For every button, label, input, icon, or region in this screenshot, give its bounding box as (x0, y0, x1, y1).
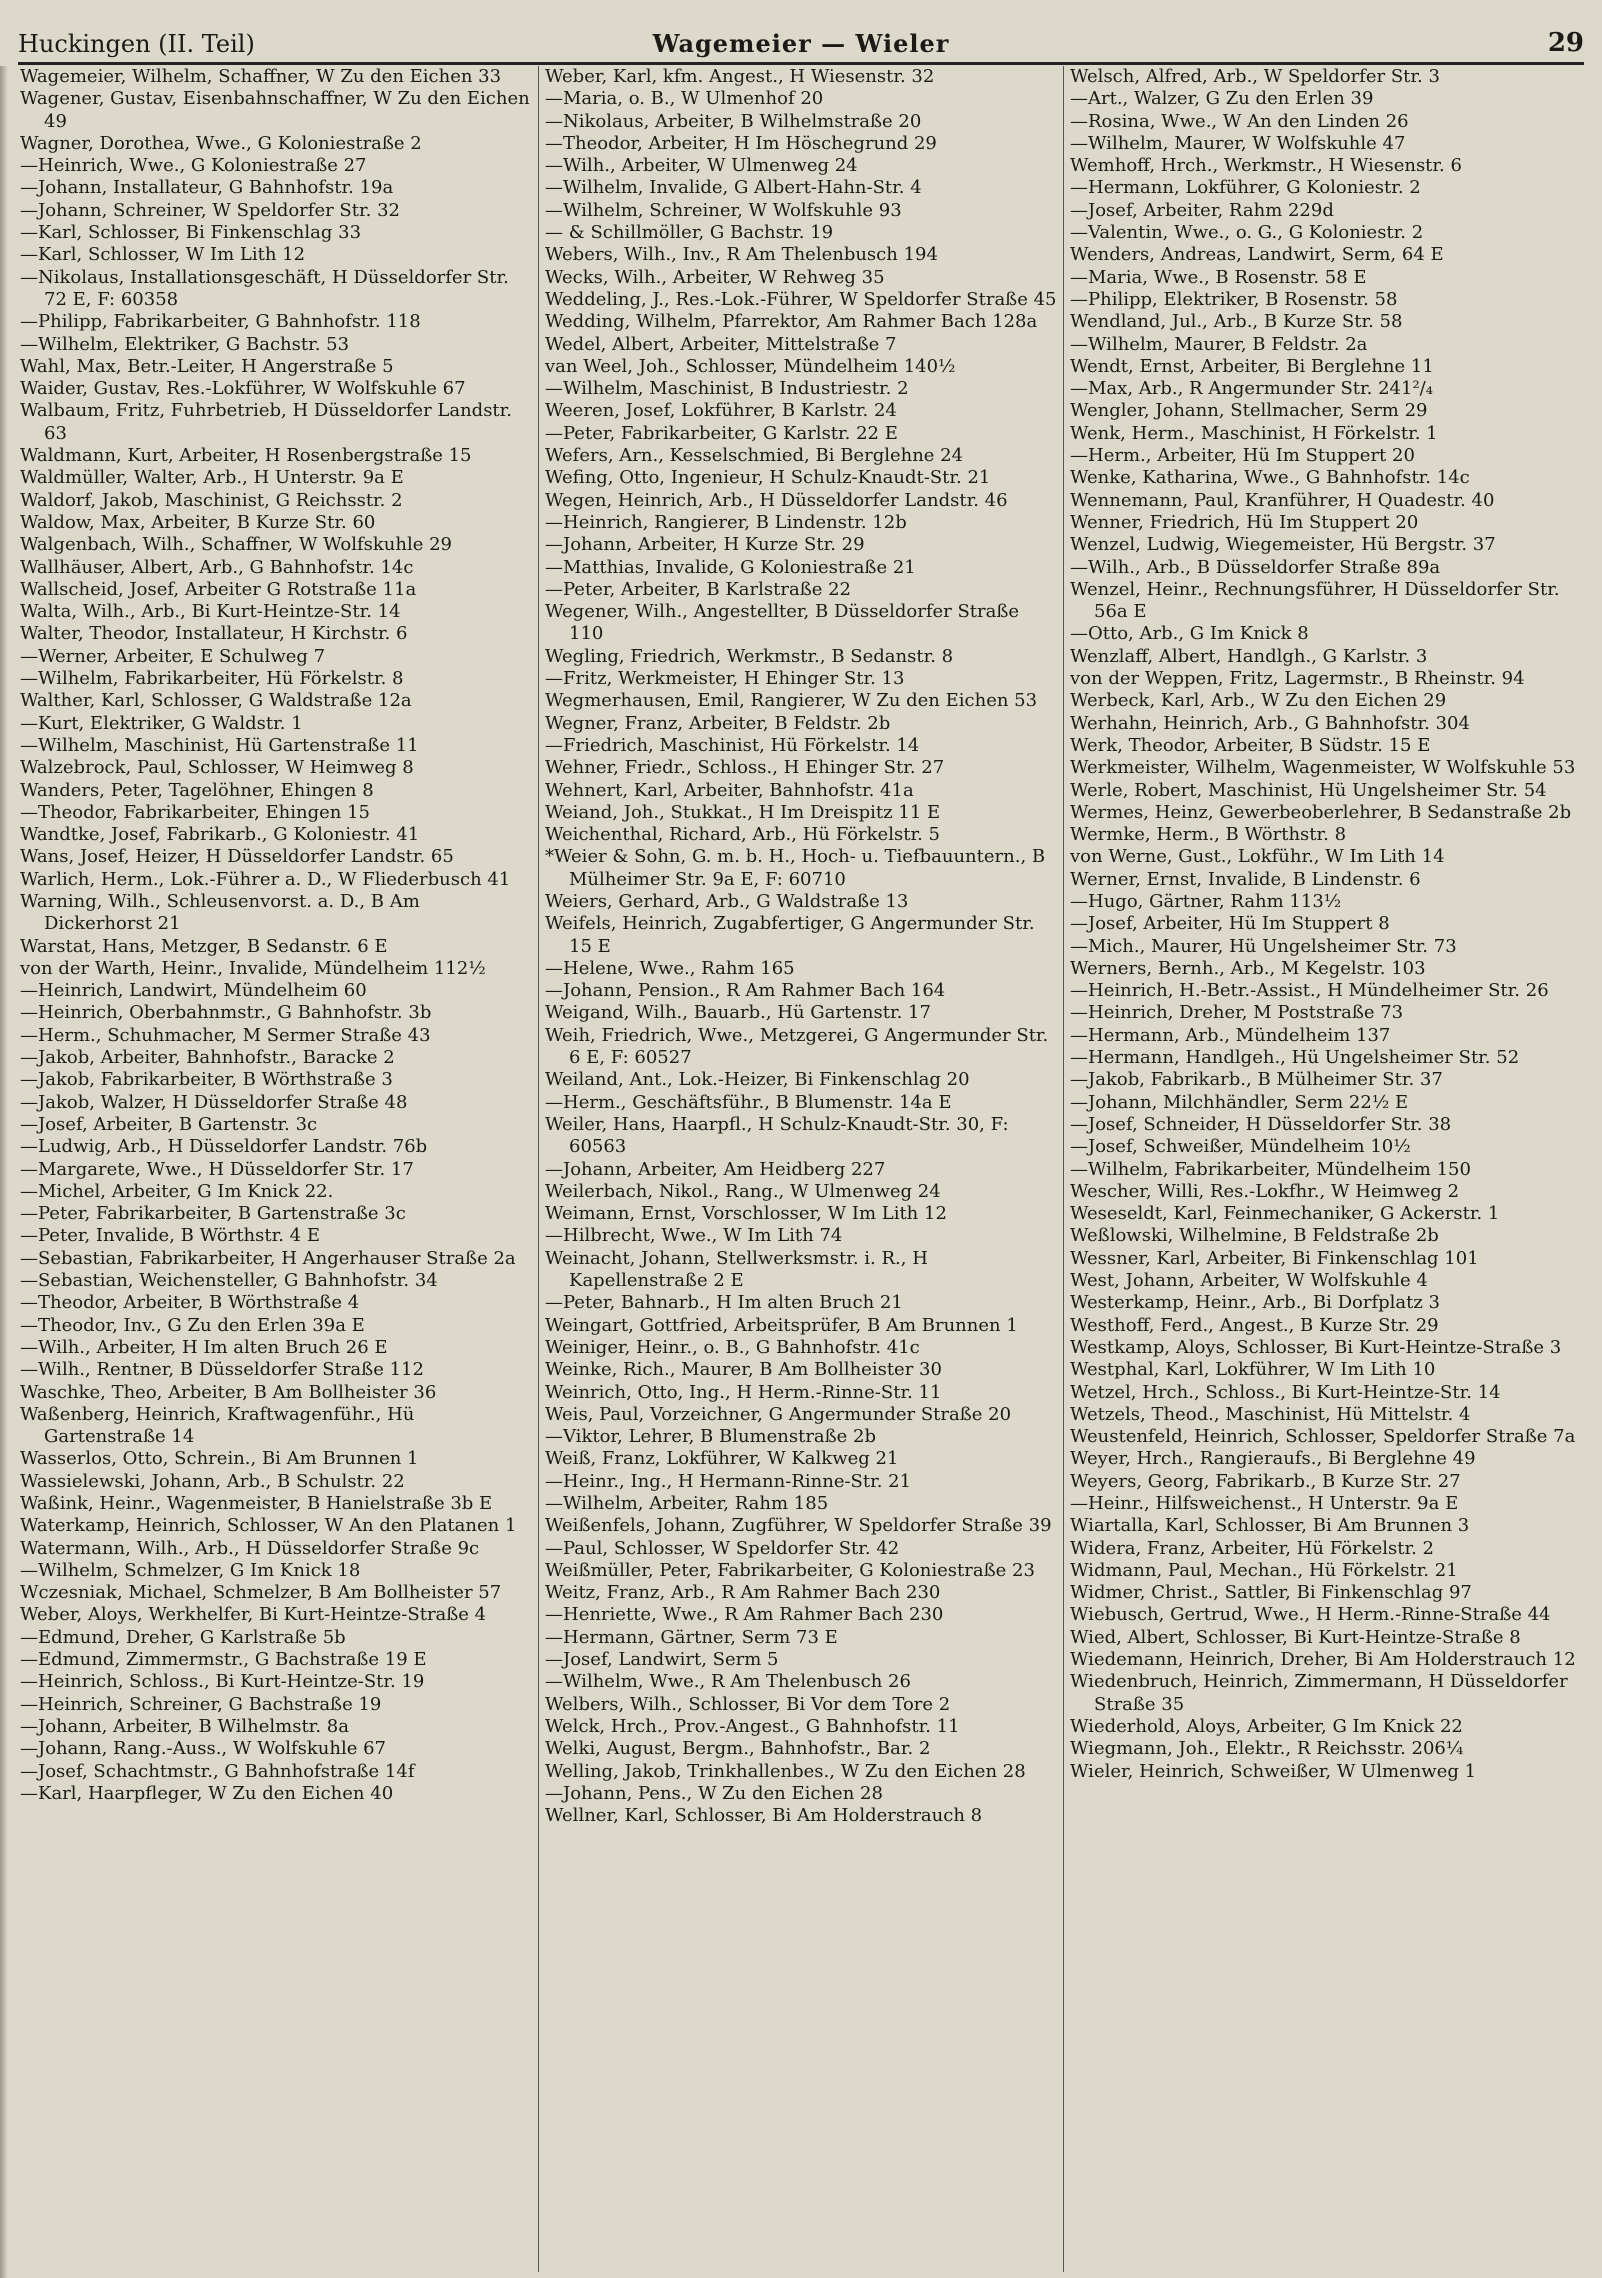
directory-entry: —Valentin, Wwe., o. G., G Koloniestr. 2 (1070, 222, 1424, 244)
directory-entry: —Hermann, Handlgeh., Hü Ungelsheimer Str. 52 (1070, 1047, 1520, 1069)
directory-entry: —Karl, Schlosser, W Im Lith 12 (20, 244, 306, 266)
directory-entry: —Heinrich, Oberbahnmstr., G Bahnhofstr. 3b (20, 1002, 432, 1024)
directory-entry: —Werner, Arbeiter, E Schulweg 7 (20, 645, 326, 667)
directory-entry: Weber, Karl, kfm. Angest., H Wiesenstr. 32 (545, 66, 935, 87)
directory-entry: Weiers, Gerhard, Arb., G Waldstraße 13 (545, 890, 909, 912)
directory-entry: von der Warth, Heinr., Invalide, Mündelheim 112½ (20, 957, 486, 979)
directory-entry: —Jakob, Fabrikarb., B Mülheimer Str. 37 (1070, 1069, 1443, 1091)
directory-entry: Wiartalla, Karl, Schlosser, Bi Am Brunnen 3 (1070, 1515, 1470, 1537)
directory-entry: Wemhoff, Hrch., Werkmstr., H Wiesenstr. 6 (1070, 155, 1462, 177)
name-range-title: Wagemeier — Wieler (652, 29, 950, 58)
directory-entry: Wans, Josef, Heizer, H Düsseldorfer Landstr. 65 (20, 846, 454, 868)
directory-entry: Wedel, Albert, Arbeiter, Mittelstraße 7 (545, 333, 897, 355)
directory-entry: Widmer, Christ., Sattler, Bi Finkenschlag 97 (1070, 1582, 1472, 1604)
directory-entry: —Philipp, Elektriker, B Rosenstr. 58 (1070, 288, 1398, 310)
directory-entry: Widera, Franz, Arbeiter, Hü Förkelstr. 2 (1070, 1537, 1434, 1559)
directory-entry: Welling, Jakob, Trinkhallenbes., W Zu den Eichen 28 (545, 1760, 1026, 1782)
directory-entry: —Wilhelm, Schreiner, W Wolfskuhle 93 (545, 199, 902, 221)
directory-entry: Waider, Gustav, Res.-Lokführer, W Wolfskuhle 67 (20, 378, 466, 400)
directory-entry: Wegling, Friedrich, Werkmstr., B Sedanstr. 8 (545, 645, 954, 667)
directory-entry: Wied, Albert, Schlosser, Bi Kurt-Heintze-Straße 8 (1070, 1626, 1521, 1648)
directory-entry: —Wilhelm, Fabrikarbeiter, Mündelheim 150 (1070, 1158, 1471, 1180)
directory-entry: Werbeck, Karl, Arb., W Zu den Eichen 29 (1070, 690, 1447, 712)
directory-entry: —Wilhelm, Invalide, G Albert-Hahn-Str. 4 (545, 177, 922, 199)
directory-entry: Weimann, Ernst, Vorschlosser, W Im Lith 12 (545, 1203, 947, 1225)
directory-entry: —Wilhelm, Maschinist, Hü Gartenstraße 11 (20, 734, 419, 756)
directory-entry: —Theodor, Fabrikarbeiter, Ehingen 15 (20, 801, 371, 823)
directory-entry: —Peter, Fabrikarbeiter, B Gartenstraße 3c (20, 1203, 406, 1225)
directory-entry: Waßink, Heinr., Wagenmeister, B Hanielstraße 3b E (20, 1493, 493, 1514)
directory-entry: Wenders, Andreas, Landwirt, Serm, 64 E (1070, 244, 1444, 266)
directory-entry: Wetzel, Hrch., Schloss., Bi Kurt-Heintze-Str. 14 (1070, 1381, 1501, 1403)
directory-entry: Weifels, Heinrich, Zugabfertiger, G Angermunder Str. 15 E (545, 913, 1035, 957)
directory-entry: —Edmund, Dreher, G Karlstraße 5b (20, 1626, 346, 1648)
directory-entry: Wegmerhausen, Emil, Rangierer, W Zu den Eichen 53 (545, 690, 1038, 712)
directory-entry: —Wilhelm, Wwe., R Am Thelenbusch 26 (545, 1671, 911, 1693)
directory-entry: —Hugo, Gärtner, Rahm 113½ (1070, 890, 1342, 912)
directory-entry: —Art., Walzer, G Zu den Erlen 39 (1070, 88, 1374, 110)
directory-entry: —Sebastian, Weichensteller, G Bahnhofstr. 34 (20, 1270, 438, 1292)
directory-entry: Weustenfeld, Heinrich, Schlosser, Speldorfer Straße 7a (1070, 1426, 1576, 1448)
directory-entry: Weinacht, Johann, Stellwerksmstr. i. R., H Kapellenstraße 2 E (545, 1247, 928, 1292)
directory-entry: Weßlowski, Wilhelmine, B Feldstraße 2b (1070, 1225, 1439, 1247)
directory-entry: Weis, Paul, Vorzeichner, G Angermunder Straße 20 (545, 1403, 1012, 1425)
directory-entry: —Wilh., Arb., B Düsseldorfer Straße 89a (1070, 556, 1441, 578)
directory-entry: Wagener, Gustav, Eisenbahnschaffner, W Zu den Eichen 49 (20, 88, 530, 132)
directory-entry: Wermke, Herm., B Wörthstr. 8 (1070, 824, 1347, 846)
directory-entry: —Wilhelm, Arbeiter, Rahm 185 (545, 1493, 829, 1514)
directory-entry: —Fritz, Werkmeister, H Ehinger Str. 13 (545, 668, 905, 690)
directory-entry: —Johann, Installateur, G Bahnhofstr. 19a (20, 177, 394, 199)
directory-entry: Westkamp, Aloys, Schlosser, Bi Kurt-Heintze-Straße 3 (1070, 1336, 1562, 1358)
directory-entry: Walbaum, Fritz, Fuhrbetrieb, H Düsseldorfer Landstr. 63 (20, 400, 513, 444)
directory-columns (14, 66, 1588, 2272)
directory-entry: Wendt, Ernst, Arbeiter, Bi Berglehne 11 (1070, 355, 1434, 377)
directory-entry: Wiegmann, Joh., Elektr., R Reichsstr. 206¼ (1070, 1738, 1464, 1760)
directory-entry: Webers, Wilh., Inv., R Am Thelenbusch 194 (545, 244, 938, 266)
directory-entry: —Wilh., Rentner, B Düsseldorfer Straße 112 (20, 1359, 424, 1381)
directory-entry: Wahl, Max, Betr.-Leiter, H Angerstraße 5 (20, 355, 394, 377)
directory-entry: —Heinrich, Schloss., Bi Kurt-Heintze-Str. 19 (20, 1671, 425, 1693)
directory-entry: Wassielewski, Johann, Arb., B Schulstr. 22 (20, 1470, 405, 1492)
column-3 (1063, 66, 1588, 2272)
directory-entry: Weiniger, Heinr., o. B., G Bahnhofstr. 41c (545, 1336, 920, 1358)
directory-entry: Waldmüller, Walter, Arb., H Unterstr. 9a E (20, 467, 404, 489)
directory-entry: —Wilhelm, Maschinist, B Industriestr. 2 (545, 378, 909, 400)
directory-entry: Wescher, Willi, Res.-Lokfhr., W Heimweg 2 (1070, 1180, 1460, 1202)
directory-entry: von der Weppen, Fritz, Lagermstr., B Rheinstr. 94 (1070, 668, 1525, 690)
directory-entry: —Friedrich, Maschinist, Hü Förkelstr. 14 (545, 734, 920, 756)
directory-entry: —Josef, Schweißer, Mündelheim 10½ (1070, 1136, 1411, 1158)
directory-entry: Weißenfels, Johann, Zugführer, W Speldorfer Straße 39 (545, 1515, 1052, 1537)
directory-entry: —Paul, Schlosser, W Speldorfer Str. 42 (545, 1537, 900, 1559)
directory-entry: Waldorf, Jakob, Maschinist, G Reichsstr. 2 (20, 489, 403, 511)
directory-entry: —Max, Arb., R Angermunder Str. 241²/₄ (1070, 378, 1433, 400)
directory-entry: Welki, August, Bergm., Bahnhofstr., Bar. 2 (545, 1738, 931, 1760)
directory-entry: Walter, Theodor, Installateur, H Kirchstr. 6 (20, 623, 408, 645)
directory-entry: —Sebastian, Fabrikarbeiter, H Angerhauser Straße 2a (20, 1247, 516, 1269)
directory-entry: Wieler, Heinrich, Schweißer, W Ulmenweg 1 (1070, 1760, 1477, 1782)
directory-entry: Walther, Karl, Schlosser, G Waldstraße 12a (20, 690, 412, 712)
directory-entry: Weinrich, Otto, Ing., H Herm.-Rinne-Str. 11 (545, 1381, 942, 1403)
directory-entry: —Josef, Schneider, H Düsseldorfer Str. 38 (1070, 1113, 1452, 1135)
directory-entry: Weddeling, J., Res.-Lok.-Führer, W Speldorfer Straße 45 (545, 288, 1057, 310)
directory-entry: Weyers, Georg, Fabrikarb., B Kurze Str. 27 (1070, 1470, 1461, 1492)
directory-entry: *Weier & Sohn, G. m. b. H., Hoch- u. Tiefbauuntern., B Mülheimer Str. 9a E, F: 60710 (545, 846, 1046, 890)
directory-entry: Wasserlos, Otto, Schrein., Bi Am Brunnen 1 (20, 1448, 419, 1470)
directory-entry: Wennemann, Paul, Kranführer, H Quadestr. 40 (1070, 489, 1495, 511)
directory-entry: —Johann, Arbeiter, H Kurze Str. 29 (545, 534, 865, 556)
directory-entry: Wenke, Katharina, Wwe., G Bahnhofstr. 14c (1070, 467, 1470, 489)
directory-entry: —Edmund, Zimmermstr., G Bachstraße 19 E (20, 1649, 427, 1671)
directory-entry: Wanders, Peter, Tagelöhner, Ehingen 8 (20, 779, 374, 801)
directory-entry: —Josef, Arbeiter, Hü Im Stuppert 8 (1070, 913, 1390, 935)
directory-entry: —Karl, Haarpfleger, W Zu den Eichen 40 (20, 1782, 394, 1804)
directory-entry: —Herm., Geschäftsführ., B Blumenstr. 14a E (545, 1091, 952, 1113)
directory-entry: Weeren, Josef, Lokführer, B Karlstr. 24 (545, 400, 897, 422)
directory-entry: —Wilh., Arbeiter, H Im alten Bruch 26 E (20, 1336, 388, 1358)
directory-entry: Wellner, Karl, Schlosser, Bi Am Holderstrauch 8 (545, 1805, 983, 1827)
directory-entry: —Heinrich, Dreher, M Poststraße 73 (1070, 1002, 1404, 1024)
directory-entry: —Heinr., Ing., H Hermann-Rinne-Str. 21 (545, 1470, 912, 1492)
directory-entry: Wiedenbruch, Heinrich, Zimmermann, H Düsseldorfer Straße 35 (1070, 1671, 1568, 1715)
directory-entry: Wefers, Arn., Kesselschmied, Bi Berglehne 24 (545, 445, 964, 467)
directory-entry: Wandtke, Josef, Fabrikarb., G Koloniestr. 41 (20, 824, 420, 846)
directory-entry: Westphal, Karl, Lokführer, W Im Lith 10 (1070, 1359, 1436, 1381)
directory-entry: Welsch, Alfred, Arb., W Speldorfer Str. 3 (1070, 66, 1440, 87)
directory-entry: Wehner, Friedr., Schloss., H Ehinger Str. 27 (545, 757, 945, 779)
directory-entry: —Heinrich, Landwirt, Mündelheim 60 (20, 980, 367, 1002)
directory-entry: —Wilh., Arbeiter, W Ulmenweg 24 (545, 155, 858, 177)
column-2 (538, 66, 1063, 2272)
directory-entry: —Heinrich, Wwe., G Koloniestraße 27 (20, 155, 367, 177)
directory-entry: Wermes, Heinz, Gewerbeoberlehrer, B Sedanstraße 2b (1070, 801, 1572, 823)
directory-entry: Wenner, Friedrich, Hü Im Stuppert 20 (1070, 511, 1419, 533)
directory-entry: Wallhäuser, Albert, Arb., G Bahnhofstr. 14c (20, 556, 414, 578)
column-1 (14, 66, 538, 2272)
directory-entry: —Wilhelm, Maurer, W Wolfskuhle 47 (1070, 132, 1406, 154)
directory-entry: —Wilhelm, Elektriker, G Bachstr. 53 (20, 333, 350, 355)
directory-entry: Wagemeier, Wilhelm, Schaffner, W Zu den Eichen 33 (20, 66, 502, 87)
directory-entry: —Theodor, Inv., G Zu den Erlen 39a E (20, 1314, 365, 1336)
directory-entry: —Josef, Schachtmstr., G Bahnhofstraße 14f (20, 1760, 415, 1782)
directory-entry: Weyer, Hrch., Rangieraufs., Bi Berglehne 49 (1070, 1448, 1476, 1470)
directory-entry: Wegen, Heinrich, Arb., H Düsseldorfer Landstr. 46 (545, 489, 1008, 511)
directory-entry: —Michel, Arbeiter, G Im Knick 22. (20, 1180, 334, 1202)
directory-entry: Wagner, Dorothea, Wwe., G Koloniestraße 2 (20, 132, 422, 154)
directory-entry: —Heinrich, Schreiner, G Bachstraße 19 (20, 1693, 382, 1715)
directory-entry: —Herm., Schuhmacher, M Sermer Straße 43 (20, 1024, 431, 1046)
directory-entry: —Karl, Schlosser, Bi Finkenschlag 33 (20, 222, 362, 244)
directory-entry: —Josef, Arbeiter, B Gartenstr. 3c (20, 1113, 318, 1135)
directory-entry: Watermann, Wilh., Arb., H Düsseldorfer Straße 9c (20, 1537, 480, 1559)
district-title: Huckingen (II. Teil) (18, 30, 255, 58)
directory-entry: Werkmeister, Wilhelm, Wagenmeister, W Wolfskuhle 53 (1070, 757, 1576, 779)
directory-entry: —Jakob, Fabrikarbeiter, B Wörthstraße 3 (20, 1069, 393, 1091)
directory-entry: —Philipp, Fabrikarbeiter, G Bahnhofstr. 118 (20, 311, 421, 333)
directory-entry: —Heinr., Hilfsweichenst., H Unterstr. 9a E (1070, 1493, 1459, 1514)
directory-entry: Weinke, Rich., Maurer, B Am Bollheister 30 (545, 1359, 942, 1381)
directory-entry: Weigand, Wilh., Bauarb., Hü Gartenstr. 17 (545, 1002, 931, 1024)
directory-entry: —Peter, Fabrikarbeiter, G Karlstr. 22 E (545, 422, 898, 444)
directory-entry: Wenzel, Heinr., Rechnungsführer, H Düsseldorfer Str. 56a E (1070, 578, 1560, 623)
directory-entry: Wallscheid, Josef, Arbeiter G Rotstraße 11a (20, 578, 417, 600)
directory-entry: —Johann, Arbeiter, Am Heidberg 227 (545, 1158, 886, 1180)
directory-entry: —Wilhelm, Maurer, B Feldstr. 2a (1070, 333, 1368, 355)
directory-entry: —Mich., Maurer, Hü Ungelsheimer Str. 73 (1070, 935, 1457, 957)
directory-entry: van Weel, Joh., Schlosser, Mündelheim 140½ (545, 355, 956, 377)
directory-entry: Walzebrock, Paul, Schlosser, W Heimweg 8 (20, 757, 414, 779)
directory-entry: —Johann, Rang.-Auss., W Wolfskuhle 67 (20, 1738, 386, 1760)
directory-entry: Wenzel, Ludwig, Wiegemeister, Hü Bergstr. 37 (1070, 534, 1496, 556)
directory-entry: —Hermann, Gärtner, Serm 73 E (545, 1626, 838, 1648)
directory-entry: —Peter, Invalide, B Wörthstr. 4 E (20, 1225, 320, 1247)
directory-entry: —Nikolaus, Arbeiter, B Wilhelmstraße 20 (545, 110, 922, 132)
directory-entry: Wecks, Wilh., Arbeiter, W Rehweg 35 (545, 266, 885, 288)
directory-entry: —Heinrich, Rangierer, B Lindenstr. 12b (545, 511, 907, 533)
directory-entry: —Wilhelm, Schmelzer, G Im Knick 18 (20, 1559, 361, 1581)
directory-entry: Weiler, Hans, Haarpfl., H Schulz-Knaudt-Str. 30, F: 60563 (545, 1113, 1009, 1158)
directory-entry: —Nikolaus, Installationsgeschäft, H Düsseldorfer Str. 72 E, F: 60358 (20, 266, 509, 310)
directory-entry: —Hilbrecht, Wwe., W Im Lith 74 (545, 1225, 843, 1247)
directory-entry: Wengler, Johann, Stellmacher, Serm 29 (1070, 400, 1428, 422)
directory-entry: Wehnert, Karl, Arbeiter, Bahnhofstr. 41a (545, 779, 914, 801)
directory-entry: West, Johann, Arbeiter, W Wolfskuhle 4 (1070, 1270, 1428, 1292)
directory-entry: Wessner, Karl, Arbeiter, Bi Finkenschlag 101 (1070, 1247, 1479, 1269)
directory-entry: —Johann, Milchhändler, Serm 22½ E (1070, 1091, 1409, 1113)
directory-entry: Weißmüller, Peter, Fabrikarbeiter, G Koloniestraße 23 (545, 1559, 1035, 1581)
binding-edge (0, 66, 8, 2278)
directory-entry: —Otto, Arb., G Im Knick 8 (1070, 623, 1309, 645)
directory-entry: Werhahn, Heinrich, Arb., G Bahnhofstr. 304 (1070, 712, 1470, 734)
directory-entry: Waterkamp, Heinrich, Schlosser, W An den Platanen 1 (20, 1515, 517, 1537)
directory-entry: Werle, Robert, Maschinist, Hü Ungelsheimer Str. 54 (1070, 779, 1547, 801)
directory-entry: Weingart, Gottfried, Arbeitsprüfer, B Am Brunnen 1 (545, 1314, 1018, 1336)
directory-entry: Weilerbach, Nikol., Rang., W Ulmenweg 24 (545, 1180, 941, 1202)
directory-entry: —Hermann, Arb., Mündelheim 137 (1070, 1024, 1391, 1046)
directory-entry: —Peter, Arbeiter, B Karlstraße 22 (545, 578, 851, 600)
directory-entry: —Viktor, Lehrer, B Blumenstraße 2b (545, 1426, 877, 1448)
directory-entry: —Rosina, Wwe., W An den Linden 26 (1070, 110, 1409, 132)
directory-entry: Weiland, Ant., Lok.-Heizer, Bi Finkenschlag 20 (545, 1069, 970, 1091)
directory-entry: Wiederhold, Aloys, Arbeiter, G Im Knick 22 (1070, 1715, 1463, 1737)
directory-entry: Wetzels, Theod., Maschinist, Hü Mittelstr. 4 (1070, 1403, 1471, 1425)
directory-entry: Warlich, Herm., Lok.-Führer a. D., W Fliederbusch 41 (20, 868, 511, 890)
directory-entry: Warstat, Hans, Metzger, B Sedanstr. 6 E (20, 935, 388, 957)
directory-entry: Weitz, Franz, Arb., R Am Rahmer Bach 230 (545, 1582, 941, 1604)
page-number: 29 (1547, 28, 1584, 58)
directory-entry: Walgenbach, Wilh., Schaffner, W Wolfskuhle 29 (20, 534, 452, 556)
directory-entry: Welbers, Wilh., Schlosser, Bi Vor dem Tore 2 (545, 1693, 951, 1715)
directory-entry: —Jakob, Arbeiter, Bahnhofstr., Baracke 2 (20, 1047, 395, 1069)
directory-entry: —Jakob, Walzer, H Düsseldorfer Straße 48 (20, 1091, 408, 1113)
directory-entry: Weiß, Franz, Lokführer, W Kalkweg 21 (545, 1448, 899, 1470)
directory-entry: Westhoff, Ferd., Angest., B Kurze Str. 29 (1070, 1314, 1439, 1336)
directory-entry: Werk, Theodor, Arbeiter, B Südstr. 15 E (1070, 734, 1431, 756)
directory-entry: —Herm., Arbeiter, Hü Im Stuppert 20 (1070, 445, 1415, 467)
directory-entry: —Peter, Bahnarb., H Im alten Bruch 21 (545, 1292, 903, 1314)
directory-entry: —Josef, Arbeiter, Rahm 229d (1070, 199, 1334, 221)
directory-entry: —Helene, Wwe., Rahm 165 (545, 957, 795, 979)
directory-entry: — & Schillmöller, G Bachstr. 19 (545, 222, 834, 244)
directory-entry: Wenk, Herm., Maschinist, H Förkelstr. 1 (1070, 422, 1438, 444)
directory-entry: Warning, Wilh., Schleusenvorst. a. D., B Am Dickerhorst 21 (20, 890, 420, 935)
directory-entry: —Theodor, Arbeiter, B Wörthstraße 4 (20, 1292, 360, 1314)
directory-entry: —Henriette, Wwe., R Am Rahmer Bach 230 (545, 1604, 944, 1626)
directory-entry: Weih, Friedrich, Wwe., Metzgerei, G Angermunder Str. 6 E, F: 60527 (545, 1024, 1049, 1069)
directory-entry: von Werne, Gust., Lokführ., W Im Lith 14 (1070, 846, 1445, 868)
directory-entry: —Matthias, Invalide, G Koloniestraße 21 (545, 556, 916, 578)
directory-entry: Wiebusch, Gertrud, Wwe., H Herm.-Rinne-Straße 44 (1070, 1604, 1551, 1626)
directory-entry: Wiedemann, Heinrich, Dreher, Bi Am Holderstrauch 12 (1070, 1649, 1576, 1671)
directory-entry: Waldmann, Kurt, Arbeiter, H Rosenbergstraße 15 (20, 445, 472, 467)
directory-entry: Weseseldt, Karl, Feinmechaniker, G Ackerstr. 1 (1070, 1203, 1500, 1225)
directory-entry: —Heinrich, H.-Betr.-Assist., H Mündelheimer Str. 26 (1070, 980, 1549, 1002)
directory-entry: Wenzlaff, Albert, Handlgh., G Karlstr. 3 (1070, 645, 1428, 667)
directory-entry: Welck, Hrch., Prov.-Angest., G Bahnhofstr. 11 (545, 1715, 960, 1737)
directory-entry: Wedding, Wilhelm, Pfarrektor, Am Rahmer Bach 128a (545, 311, 1038, 333)
directory-entry: Wendland, Jul., Arb., B Kurze Str. 58 (1070, 311, 1403, 333)
directory-entry: —Ludwig, Arb., H Düsseldorfer Landstr. 76b (20, 1136, 428, 1158)
directory-entry: Waschke, Theo, Arbeiter, B Am Bollheister 36 (20, 1381, 437, 1403)
directory-entry: Werners, Bernh., Arb., M Kegelstr. 103 (1070, 957, 1426, 979)
directory-entry: —Maria, o. B., W Ulmenhof 20 (545, 88, 824, 110)
directory-entry: Wefing, Otto, Ingenieur, H Schulz-Knaudt-Str. 21 (545, 467, 991, 489)
directory-entry: —Kurt, Elektriker, G Waldstr. 1 (20, 712, 303, 734)
directory-entry: Weichenthal, Richard, Arb., Hü Förkelstr. 5 (545, 824, 940, 846)
directory-entry: Wczesniak, Michael, Schmelzer, B Am Bollheister 57 (20, 1582, 502, 1604)
directory-entry: Widmann, Paul, Mechan., Hü Förkelstr. 21 (1070, 1559, 1458, 1581)
directory-entry: —Josef, Landwirt, Serm 5 (545, 1649, 779, 1671)
page-header (18, 14, 1584, 65)
directory-entry: —Johann, Schreiner, W Speldorfer Str. 32 (20, 199, 400, 221)
directory-entry: —Wilhelm, Fabrikarbeiter, Hü Förkelstr. 8 (20, 668, 404, 690)
directory-entry: Wegner, Franz, Arbeiter, B Feldstr. 2b (545, 712, 891, 734)
directory-entry: —Johann, Pension., R Am Rahmer Bach 164 (545, 980, 946, 1002)
directory-entry: —Theodor, Arbeiter, H Im Höschegrund 29 (545, 132, 937, 154)
directory-entry: Wegener, Wilh., Angestellter, B Düsseldorfer Straße 110 (545, 601, 1020, 645)
directory-entry: Waßenberg, Heinrich, Kraftwagenführ., Hü Gartenstraße 14 (20, 1403, 415, 1448)
directory-entry: —Hermann, Lokführer, G Koloniestr. 2 (1070, 177, 1421, 199)
directory-entry: Weber, Aloys, Werkhelfer, Bi Kurt-Heintze-Straße 4 (20, 1604, 487, 1626)
directory-entry: Waldow, Max, Arbeiter, B Kurze Str. 60 (20, 511, 376, 533)
directory-entry: Westerkamp, Heinr., Arb., Bi Dorfplatz 3 (1070, 1292, 1441, 1314)
directory-entry: Walta, Wilh., Arb., Bi Kurt-Heintze-Str. 14 (20, 601, 401, 623)
directory-entry: —Johann, Pens., W Zu den Eichen 28 (545, 1782, 883, 1804)
directory-entry: Weiand, Joh., Stukkat., H Im Dreispitz 11 E (545, 801, 941, 823)
directory-entry: Werner, Ernst, Invalide, B Lindenstr. 6 (1070, 868, 1421, 890)
directory-entry: —Johann, Arbeiter, B Wilhelmstr. 8a (20, 1715, 349, 1737)
directory-entry: —Margarete, Wwe., H Düsseldorfer Str. 17 (20, 1158, 414, 1180)
directory-entry: —Maria, Wwe., B Rosenstr. 58 E (1070, 266, 1367, 288)
